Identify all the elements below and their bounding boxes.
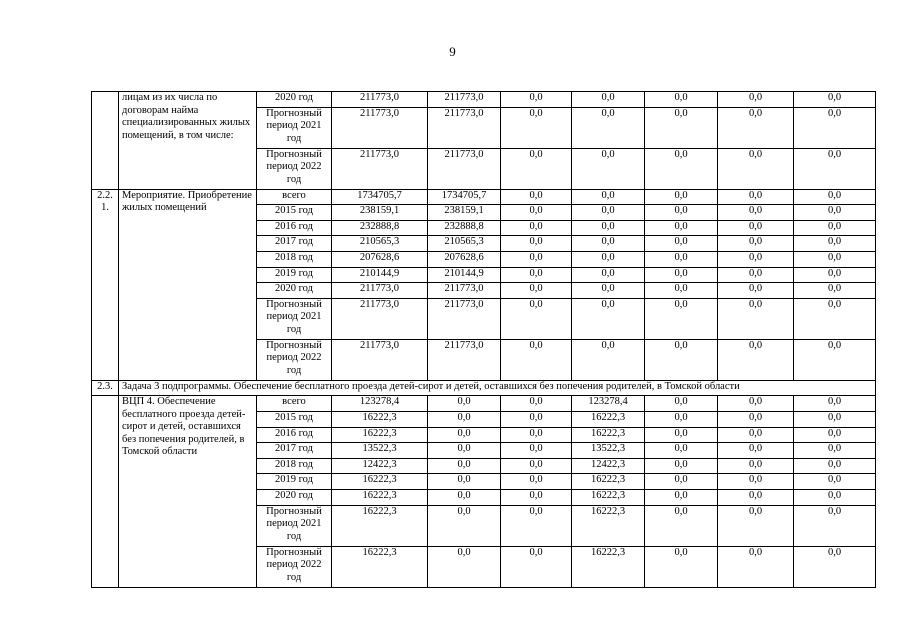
- regional-cell: 0,0: [501, 505, 572, 546]
- regional-cell: 0,0: [501, 148, 572, 189]
- col9-cell: 0,0: [794, 505, 876, 546]
- extrabudget-cell: 0,0: [645, 220, 718, 236]
- col9-cell: 0,0: [794, 339, 876, 380]
- measure-name: лицам из их числа по договорам найма специализированных жилых помещений, в том числе:: [119, 92, 257, 190]
- local-cell: 0,0: [572, 339, 645, 380]
- col9-cell: 0,0: [794, 489, 876, 505]
- col9-cell: 0,0: [794, 396, 876, 412]
- col9-cell: 0,0: [794, 220, 876, 236]
- col8-cell: 0,0: [718, 251, 794, 267]
- col9-cell: 0,0: [794, 474, 876, 490]
- col9-cell: 0,0: [794, 298, 876, 339]
- row-number: 2.2. 1.: [92, 189, 119, 380]
- col9-cell: 0,0: [794, 283, 876, 299]
- table-row: [92, 396, 876, 412]
- task-title: Задача 3 подпрограммы. Обеспечение бесплатного проезда детей-сирот и детей, оставшихся без попечения родителей, в Томской области: [119, 380, 876, 396]
- col9-cell: 0,0: [794, 267, 876, 283]
- extrabudget-cell: 0,0: [645, 427, 718, 443]
- col9-cell: 0,0: [794, 92, 876, 108]
- local-cell: 0,0: [572, 220, 645, 236]
- total-cell: 16222,3: [332, 427, 428, 443]
- measure-name: Мероприятие. Приобретение жилых помещений: [119, 189, 257, 380]
- col8-cell: 0,0: [718, 236, 794, 252]
- extrabudget-cell: 0,0: [645, 489, 718, 505]
- extrabudget-cell: 0,0: [645, 339, 718, 380]
- period-cell: 2020 год: [257, 283, 332, 299]
- federal-cell: 211773,0: [428, 107, 501, 148]
- period-cell: 2017 год: [257, 236, 332, 252]
- extrabudget-cell: 0,0: [645, 267, 718, 283]
- local-cell: 0,0: [572, 205, 645, 221]
- total-cell: 211773,0: [332, 107, 428, 148]
- measure-name: ВЦП 4. Обеспечение бесплатного проезда детей-сирот и детей, оставшихся без попечения родителей, в Томской области: [119, 396, 257, 587]
- local-cell: 0,0: [572, 189, 645, 205]
- federal-cell: 211773,0: [428, 339, 501, 380]
- period-cell: 2018 год: [257, 458, 332, 474]
- local-cell: 16222,3: [572, 474, 645, 490]
- regional-cell: 0,0: [501, 489, 572, 505]
- period-cell: Прогнозный период 2022 год: [257, 339, 332, 380]
- col8-cell: 0,0: [718, 205, 794, 221]
- total-cell: 13522,3: [332, 443, 428, 459]
- federal-cell: 211773,0: [428, 92, 501, 108]
- local-cell: 16222,3: [572, 411, 645, 427]
- col9-cell: 0,0: [794, 251, 876, 267]
- total-cell: 211773,0: [332, 148, 428, 189]
- col8-cell: 0,0: [718, 283, 794, 299]
- local-cell: 16222,3: [572, 505, 645, 546]
- local-cell: 123278,4: [572, 396, 645, 412]
- total-cell: 1734705,7: [332, 189, 428, 205]
- col9-cell: 0,0: [794, 443, 876, 459]
- col8-cell: 0,0: [718, 220, 794, 236]
- local-cell: 16222,3: [572, 427, 645, 443]
- col9-cell: 0,0: [794, 458, 876, 474]
- federal-cell: 211773,0: [428, 148, 501, 189]
- period-cell: 2017 год: [257, 443, 332, 459]
- total-cell: 16222,3: [332, 411, 428, 427]
- extrabudget-cell: 0,0: [645, 458, 718, 474]
- extrabudget-cell: 0,0: [645, 107, 718, 148]
- col8-cell: 0,0: [718, 339, 794, 380]
- period-cell: всего: [257, 189, 332, 205]
- federal-cell: 0,0: [428, 427, 501, 443]
- col8-cell: 0,0: [718, 546, 794, 587]
- regional-cell: 0,0: [501, 236, 572, 252]
- col9-cell: 0,0: [794, 205, 876, 221]
- extrabudget-cell: 0,0: [645, 546, 718, 587]
- federal-cell: 0,0: [428, 505, 501, 546]
- federal-cell: 210565,3: [428, 236, 501, 252]
- table-row: [92, 92, 876, 108]
- local-cell: 16222,3: [572, 546, 645, 587]
- federal-cell: 211773,0: [428, 298, 501, 339]
- row-number: [92, 396, 119, 587]
- regional-cell: 0,0: [501, 411, 572, 427]
- total-cell: 211773,0: [332, 283, 428, 299]
- regional-cell: 0,0: [501, 443, 572, 459]
- extrabudget-cell: 0,0: [645, 396, 718, 412]
- regional-cell: 0,0: [501, 267, 572, 283]
- extrabudget-cell: 0,0: [645, 92, 718, 108]
- period-cell: 2016 год: [257, 220, 332, 236]
- total-cell: 16222,3: [332, 489, 428, 505]
- col8-cell: 0,0: [718, 107, 794, 148]
- total-cell: 211773,0: [332, 298, 428, 339]
- period-cell: 2018 год: [257, 251, 332, 267]
- period-cell: 2016 год: [257, 427, 332, 443]
- col8-cell: 0,0: [718, 458, 794, 474]
- regional-cell: 0,0: [501, 339, 572, 380]
- period-cell: Прогнозный период 2021 год: [257, 505, 332, 546]
- total-cell: 232888,8: [332, 220, 428, 236]
- period-cell: Прогнозный период 2022 год: [257, 148, 332, 189]
- period-cell: 2015 год: [257, 411, 332, 427]
- total-cell: 12422,3: [332, 458, 428, 474]
- extrabudget-cell: 0,0: [645, 148, 718, 189]
- col9-cell: 0,0: [794, 148, 876, 189]
- regional-cell: 0,0: [501, 396, 572, 412]
- regional-cell: 0,0: [501, 107, 572, 148]
- table-row: [92, 189, 876, 205]
- local-cell: 0,0: [572, 298, 645, 339]
- total-cell: 210144,9: [332, 267, 428, 283]
- total-cell: 16222,3: [332, 505, 428, 546]
- extrabudget-cell: 0,0: [645, 474, 718, 490]
- col8-cell: 0,0: [718, 411, 794, 427]
- local-cell: 13522,3: [572, 443, 645, 459]
- period-cell: Прогнозный период 2021 год: [257, 298, 332, 339]
- col8-cell: 0,0: [718, 298, 794, 339]
- col8-cell: 0,0: [718, 396, 794, 412]
- col8-cell: 0,0: [718, 443, 794, 459]
- col8-cell: 0,0: [718, 474, 794, 490]
- task-row: [92, 380, 876, 396]
- col8-cell: 0,0: [718, 267, 794, 283]
- local-cell: 0,0: [572, 236, 645, 252]
- local-cell: 16222,3: [572, 489, 645, 505]
- federal-cell: 0,0: [428, 474, 501, 490]
- local-cell: 0,0: [572, 148, 645, 189]
- regional-cell: 0,0: [501, 546, 572, 587]
- extrabudget-cell: 0,0: [645, 443, 718, 459]
- table-body: [92, 92, 876, 588]
- local-cell: 0,0: [572, 251, 645, 267]
- row-number: 2.3.: [92, 380, 119, 396]
- local-cell: 12422,3: [572, 458, 645, 474]
- period-cell: 2019 год: [257, 267, 332, 283]
- federal-cell: 0,0: [428, 458, 501, 474]
- federal-cell: 0,0: [428, 546, 501, 587]
- period-cell: 2020 год: [257, 92, 332, 108]
- total-cell: 211773,0: [332, 92, 428, 108]
- federal-cell: 0,0: [428, 489, 501, 505]
- col9-cell: 0,0: [794, 189, 876, 205]
- local-cell: 0,0: [572, 283, 645, 299]
- federal-cell: 238159,1: [428, 205, 501, 221]
- federal-cell: 210144,9: [428, 267, 501, 283]
- extrabudget-cell: 0,0: [645, 505, 718, 546]
- federal-cell: 0,0: [428, 396, 501, 412]
- budget-table: [91, 91, 876, 588]
- col9-cell: 0,0: [794, 107, 876, 148]
- period-cell: Прогнозный период 2021 год: [257, 107, 332, 148]
- col8-cell: 0,0: [718, 189, 794, 205]
- col8-cell: 0,0: [718, 92, 794, 108]
- extrabudget-cell: 0,0: [645, 298, 718, 339]
- col9-cell: 0,0: [794, 427, 876, 443]
- total-cell: 207628,6: [332, 251, 428, 267]
- regional-cell: 0,0: [501, 298, 572, 339]
- col8-cell: 0,0: [718, 489, 794, 505]
- period-cell: 2020 год: [257, 489, 332, 505]
- regional-cell: 0,0: [501, 251, 572, 267]
- total-cell: 16222,3: [332, 474, 428, 490]
- total-cell: 238159,1: [332, 205, 428, 221]
- regional-cell: 0,0: [501, 92, 572, 108]
- period-cell: 2015 год: [257, 205, 332, 221]
- regional-cell: 0,0: [501, 474, 572, 490]
- col9-cell: 0,0: [794, 411, 876, 427]
- regional-cell: 0,0: [501, 458, 572, 474]
- federal-cell: 0,0: [428, 443, 501, 459]
- col8-cell: 0,0: [718, 505, 794, 546]
- total-cell: 123278,4: [332, 396, 428, 412]
- local-cell: 0,0: [572, 92, 645, 108]
- col8-cell: 0,0: [718, 427, 794, 443]
- local-cell: 0,0: [572, 107, 645, 148]
- extrabudget-cell: 0,0: [645, 411, 718, 427]
- regional-cell: 0,0: [501, 283, 572, 299]
- col8-cell: 0,0: [718, 148, 794, 189]
- col9-cell: 0,0: [794, 546, 876, 587]
- federal-cell: 232888,8: [428, 220, 501, 236]
- extrabudget-cell: 0,0: [645, 236, 718, 252]
- regional-cell: 0,0: [501, 205, 572, 221]
- row-number: [92, 92, 119, 190]
- total-cell: 211773,0: [332, 339, 428, 380]
- page-number: 9: [449, 44, 456, 59]
- total-cell: 210565,3: [332, 236, 428, 252]
- total-cell: 16222,3: [332, 546, 428, 587]
- period-cell: Прогнозный период 2022 год: [257, 546, 332, 587]
- extrabudget-cell: 0,0: [645, 205, 718, 221]
- extrabudget-cell: 0,0: [645, 189, 718, 205]
- regional-cell: 0,0: [501, 189, 572, 205]
- local-cell: 0,0: [572, 267, 645, 283]
- period-cell: 2019 год: [257, 474, 332, 490]
- extrabudget-cell: 0,0: [645, 283, 718, 299]
- federal-cell: 211773,0: [428, 283, 501, 299]
- regional-cell: 0,0: [501, 220, 572, 236]
- federal-cell: 207628,6: [428, 251, 501, 267]
- period-cell: всего: [257, 396, 332, 412]
- extrabudget-cell: 0,0: [645, 251, 718, 267]
- federal-cell: 0,0: [428, 411, 501, 427]
- federal-cell: 1734705,7: [428, 189, 501, 205]
- regional-cell: 0,0: [501, 427, 572, 443]
- col9-cell: 0,0: [794, 236, 876, 252]
